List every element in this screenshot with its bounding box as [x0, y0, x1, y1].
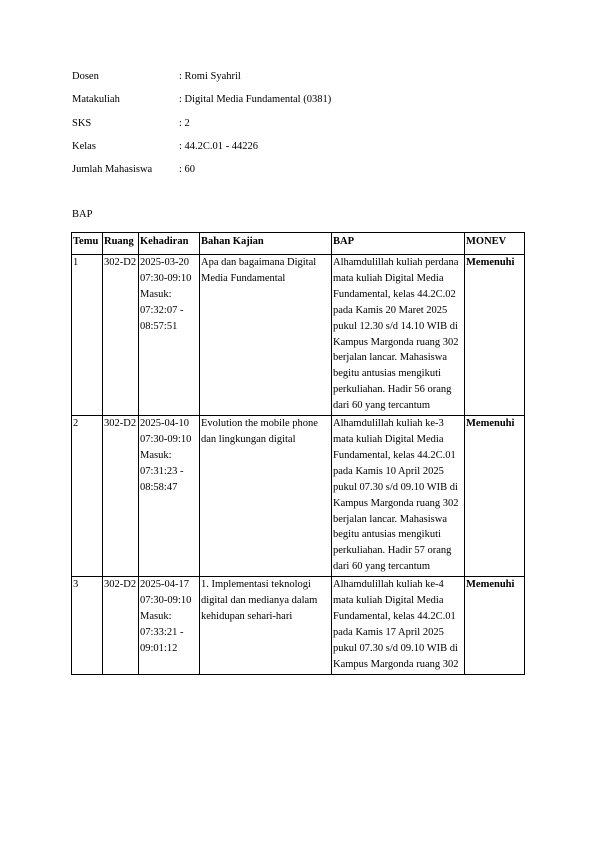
- cell-bahan-kajian: Apa dan bagaimana Digital Media Fundamental: [200, 255, 332, 416]
- cell-ruang: 302-D2: [103, 255, 139, 416]
- cell-bap: Alhamdulillah kuliah ke-4 mata kuliah Digital Media Fundamental, kelas 44.2C.01 pada Kamis 17 April 2025 pukul 07.30 s/d 09.10 WIB di Kampus Margonda ruang 302: [332, 577, 465, 674]
- table-row: [72, 577, 525, 674]
- course-info: [72, 69, 331, 185]
- info-value: : Romi Syahril: [179, 71, 241, 82]
- info-row-jumlah-mahasiswa: [72, 162, 331, 185]
- info-value: : 44.2C.01 - 44226: [179, 140, 259, 152]
- info-value: : Digital Media Fundamental (0381): [179, 94, 332, 106]
- cell-temu: 2: [72, 416, 103, 577]
- info-label: SKS: [72, 117, 92, 129]
- cell-bahan-kajian: 1. Implementasi teknologi digital dan medianya dalam kehidupan sehari-hari: [200, 577, 332, 674]
- info-row-kelas: [72, 139, 331, 162]
- info-label: Matakuliah: [72, 94, 120, 106]
- col-header-kehadiran: Kehadiran: [139, 233, 200, 255]
- cell-kehadiran: 2025-03-20 07:30-09:10 Masuk: 07:32:07 - 08:57:51: [139, 255, 200, 416]
- cell-bap: Alhamdulillah kuliah ke-3 mata kuliah Digital Media Fundamental, kelas 44.2C.01 pada Kamis 10 April 2025 pukul 07.30 s/d 09.10 WIB di Kampus Margonda ruang 302 berjalan lancar. Mahasiswa begitu antusias mengikuti perkuliahan. Hadir 57 orang dari 60 yang tercantum: [332, 416, 465, 577]
- table-row: [72, 416, 525, 577]
- bap-table: [71, 232, 525, 675]
- info-label: Kelas: [72, 140, 96, 152]
- col-header-bap: BAP: [332, 233, 465, 255]
- info-row-matakuliah: [72, 92, 331, 115]
- cell-bap: Alhamdulillah kuliah perdana mata kuliah Digital Media Fundamental, kelas 44.2C.02 pada Kamis 20 Maret 2025 pukul 12.30 s/d 14.10 WIB di Kampus Margonda ruang 302 berjalan lancar. Mahasiswa begitu antusias mengikuti perkuliahan. Hadir 56 orang dari 60 yang tercantum: [332, 255, 465, 416]
- col-header-bahan-kajian: Bahan Kajian: [200, 233, 332, 255]
- info-value: : 60: [179, 164, 196, 176]
- cell-kehadiran: 2025-04-17 07:30-09:10 Masuk: 07:33:21 - 09:01:12: [139, 577, 200, 674]
- info-row-sks: [72, 116, 331, 139]
- cell-monev: Memenuhi: [465, 577, 525, 674]
- section-title: BAP: [72, 209, 93, 220]
- col-header-ruang: Ruang: [103, 233, 139, 255]
- col-header-monev: MONEV: [465, 233, 525, 255]
- cell-kehadiran: 2025-04-10 07:30-09:10 Masuk: 07:31:23 - 08:58:47: [139, 416, 200, 577]
- info-label: Jumlah Mahasiswa: [72, 164, 153, 176]
- cell-bahan-kajian: Evolution the mobile phone dan lingkungan digital: [200, 416, 332, 577]
- cell-temu: 3: [72, 577, 103, 674]
- info-row-dosen: [72, 69, 331, 92]
- cell-ruang: 302-D2: [103, 416, 139, 577]
- table-header-row: [72, 233, 525, 255]
- col-header-temu: Temu: [72, 233, 103, 255]
- table-row: [72, 255, 525, 416]
- info-label: Dosen: [72, 71, 99, 82]
- cell-ruang: 302-D2: [103, 577, 139, 674]
- cell-temu: 1: [72, 255, 103, 416]
- info-value: : 2: [179, 117, 190, 129]
- cell-monev: Memenuhi: [465, 255, 525, 416]
- cell-monev: Memenuhi: [465, 416, 525, 577]
